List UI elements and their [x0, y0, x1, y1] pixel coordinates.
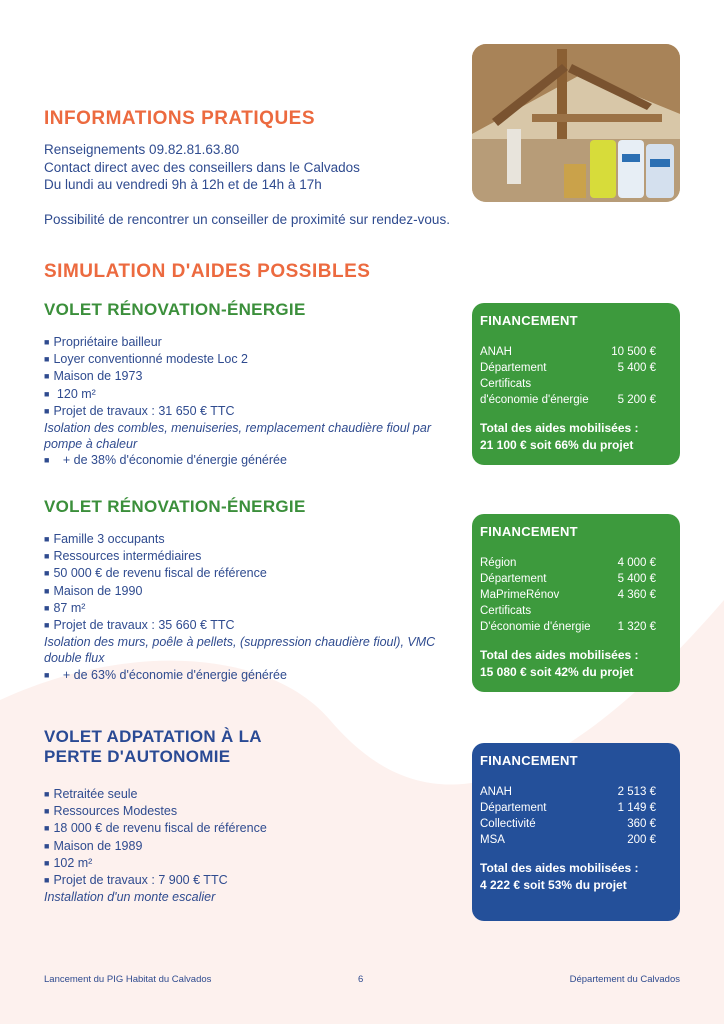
list-item: ■ Propriétaire bailleur	[44, 334, 469, 351]
financement-title: FINANCEMENT	[480, 753, 578, 768]
financement-row	[480, 832, 672, 848]
row-amount: 5 400 €	[617, 362, 656, 374]
row-label: ANAH	[480, 786, 512, 798]
financement-title: FINANCEMENT	[480, 524, 578, 539]
list-item: ■ 102 m²	[44, 855, 469, 872]
financement-row	[480, 571, 672, 587]
volet3-title	[44, 727, 262, 767]
list-item: ■ Loyer conventionné modeste Loc 2	[44, 351, 469, 368]
financement-row	[480, 603, 672, 619]
row-amount: 10 500 €	[611, 346, 656, 358]
row-amount: 360 €	[627, 818, 656, 830]
info-lines	[44, 141, 360, 194]
row-label: MaPrimeRénov	[480, 589, 560, 601]
financement-row	[480, 619, 672, 635]
list-item-italic: Isolation des combles, menuiseries, remplacement chaudière fioul par pompe à chaleur	[44, 421, 431, 452]
row-label: Région	[480, 557, 517, 569]
list-item: ■ Projet de travaux : 7 900 € TTC	[44, 872, 469, 889]
financement-row	[480, 800, 672, 816]
list-item: ■ 50 000 € de revenu fiscal de référence	[44, 565, 469, 582]
financement-row	[480, 555, 672, 571]
list-item: ■ 120 m²	[44, 386, 469, 403]
total-value: 4 222 € soit 53% du projet	[480, 878, 627, 892]
footer-left: Lancement du PIG Habitat du Calvados	[44, 974, 212, 985]
row-label: Certificats	[480, 378, 532, 390]
row-label: Département	[480, 802, 547, 814]
simulation-title: SIMULATION D'AIDES POSSIBLES	[44, 261, 371, 282]
row-label: Collectivité	[480, 818, 536, 830]
row-amount: 2 513 €	[617, 786, 656, 798]
row-amount: 1 320 €	[617, 621, 656, 633]
financement-row	[480, 344, 672, 360]
total-value: 21 100 € soit 66% du projet	[480, 438, 634, 452]
list-item-saving: ■ + de 63% d'économie d'énergie générée	[44, 667, 469, 684]
financement-row	[480, 376, 672, 392]
list-item: ■ 18 000 € de revenu fiscal de référence	[44, 820, 469, 837]
financement-row	[480, 816, 672, 832]
list-item: ■ Projet de travaux : 31 650 € TTC	[44, 403, 469, 420]
financement-row	[480, 360, 672, 376]
list-item-saving: ■ + de 38% d'économie d'énergie générée	[44, 452, 469, 469]
list-item: ■ Ressources intermédiaires	[44, 548, 469, 565]
footer-right: Département du Calvados	[569, 974, 680, 985]
row-amount	[656, 376, 672, 392]
list-item: ■ Maison de 1989	[44, 838, 469, 855]
info-contact: Contact direct avec des conseillers dans le Calvados	[44, 159, 360, 175]
info-note: Possibilité de rencontrer un conseiller de proximité sur rendez-vous.	[44, 212, 450, 227]
attic-insulation-photo	[472, 44, 680, 202]
row-amount	[656, 603, 672, 619]
row-label: Certificats	[480, 605, 532, 617]
list-item: ■ 87 m²	[44, 600, 469, 617]
financement-box-2	[472, 514, 680, 692]
total-label: Total des aides mobilisées :	[480, 861, 639, 875]
volet3-title-line1: VOLET ADPATATION À LA	[44, 727, 262, 746]
financement-title: FINANCEMENT	[480, 313, 578, 328]
volet3-list	[44, 786, 469, 905]
volet2-title: VOLET RÉNOVATION-ÉNERGIE	[44, 497, 306, 516]
financement-total	[480, 647, 672, 681]
list-item: ■ Maison de 1990	[44, 583, 469, 600]
volet2-list	[44, 531, 469, 684]
row-amount: 5 200 €	[617, 394, 656, 406]
row-label: Département	[480, 362, 547, 374]
list-item-italic: Installation d'un monte escalier	[44, 890, 216, 905]
list-item: ■ Famille 3 occupants	[44, 531, 469, 548]
financement-row	[480, 392, 672, 408]
financement-row	[480, 784, 672, 800]
total-label: Total des aides mobilisées :	[480, 648, 639, 662]
total-value: 15 080 € soit 42% du projet	[480, 665, 634, 679]
financement-box-3	[472, 743, 680, 921]
info-hours: Du lundi au vendredi 9h à 12h et de 14h à 17h	[44, 177, 322, 192]
volet1-title: VOLET RÉNOVATION-ÉNERGIE	[44, 300, 306, 319]
list-item: ■ Maison de 1973	[44, 368, 469, 385]
list-item: ■ Retraitée seule	[44, 786, 469, 803]
list-item-italic: Isolation des murs, poêle à pellets, (suppression chaudière fioul), VMC double flux	[44, 635, 436, 666]
row-label: Département	[480, 573, 547, 585]
list-item: ■ Projet de travaux : 35 660 € TTC	[44, 617, 469, 634]
financement-row	[480, 587, 672, 603]
info-phone: Renseignements 09.82.81.63.80	[44, 142, 240, 157]
row-label: MSA	[480, 834, 505, 846]
financement-box-1	[472, 303, 680, 465]
total-label: Total des aides mobilisées :	[480, 421, 639, 435]
row-amount: 4 000 €	[617, 557, 656, 569]
list-item: ■ Ressources Modestes	[44, 803, 469, 820]
row-label: D'économie d'énergie	[480, 621, 591, 633]
financement-total	[480, 860, 672, 894]
page-number: 6	[358, 974, 364, 985]
row-label: d'économie d'énergie	[480, 394, 589, 406]
row-amount: 200 €	[627, 834, 656, 846]
info-title: INFORMATIONS PRATIQUES	[44, 108, 316, 129]
volet3-title-line2: PERTE D'AUTONOMIE	[44, 747, 231, 766]
volet1-list	[44, 334, 469, 470]
row-amount: 4 360 €	[617, 589, 656, 601]
financement-total	[480, 420, 672, 454]
row-label: ANAH	[480, 346, 512, 358]
row-amount: 5 400 €	[617, 573, 656, 585]
row-amount: 1 149 €	[617, 802, 656, 814]
